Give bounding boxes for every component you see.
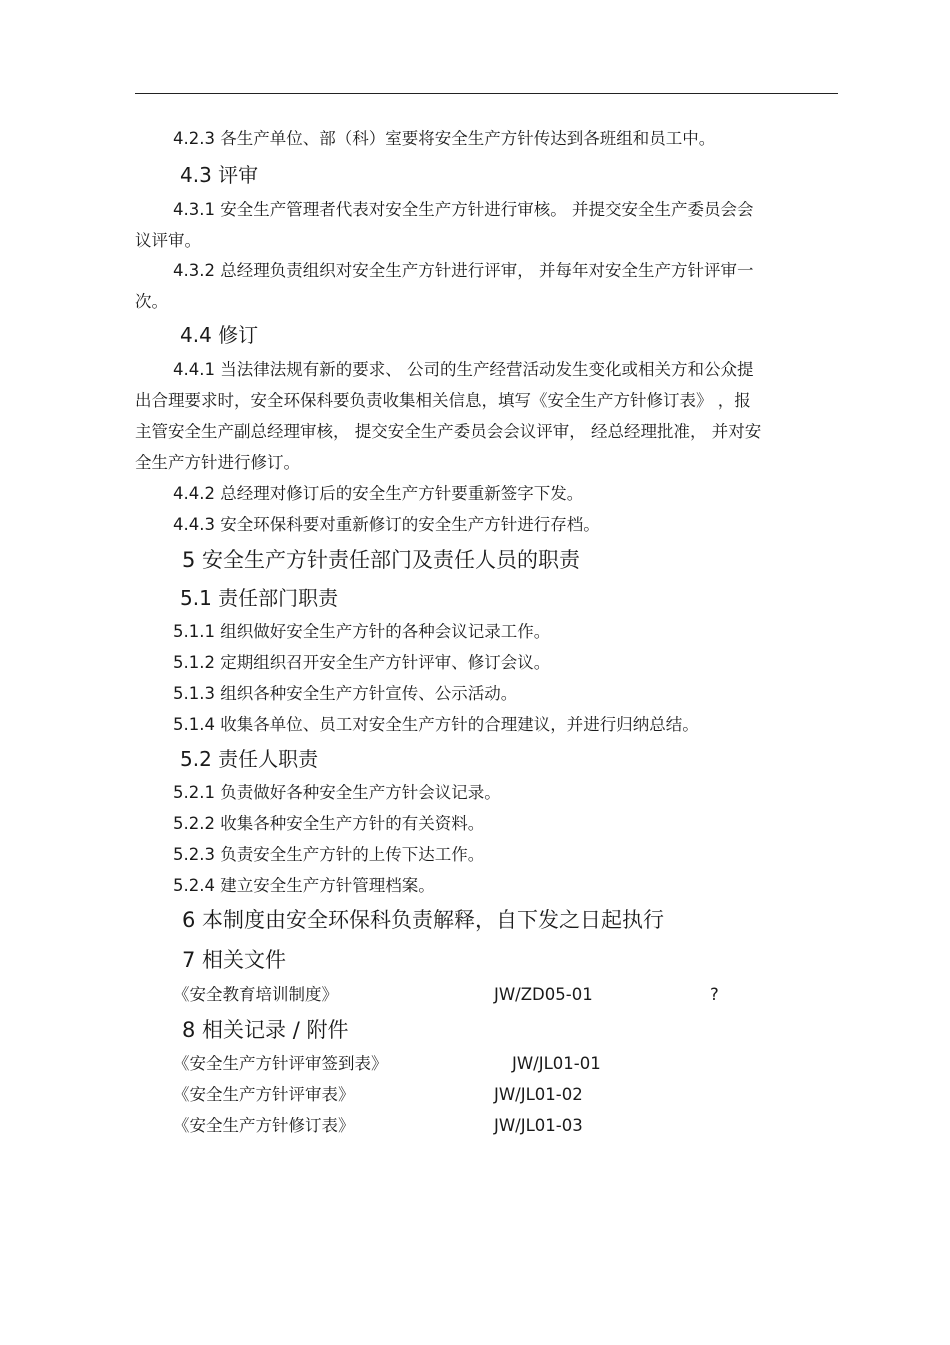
heading-8: 8 相关记录 / 附件: [182, 1018, 349, 1042]
clause-4-4-1-line1: 4.4.1 当法律法规有新的要求、 公司的生产经营活动发生变化或相关方和公众提: [173, 360, 754, 379]
clause-4-3-2-line1: 4.3.2 总经理负责组织对安全生产方针进行评审， 并每年对安全生产方针评审一: [173, 261, 754, 280]
heading-4-3: 4.3 评审: [180, 163, 259, 187]
record-code: JW/JL01-02: [494, 1085, 583, 1104]
clause-5-1-2: 5.1.2 定期组织召开安全生产方针评审、修订会议。: [173, 653, 551, 672]
heading-6: 6 本制度由安全环保科负责解释，自下发之日起执行: [182, 908, 665, 932]
record-code: JW/JL01-03: [494, 1116, 583, 1135]
record-name: 《安全生产方针修订表》: [173, 1116, 355, 1135]
clause-5-2-1: 5.2.1 负责做好各种安全生产方针会议记录。: [173, 783, 501, 802]
heading-7: 7 相关文件: [182, 948, 287, 972]
heading-4-4: 4.4 修订: [180, 323, 259, 347]
clause-4-4-1-line4: 全生产方针进行修订。: [135, 453, 300, 472]
clause-4-3-1-line1: 4.3.1 安全生产管理者代表对安全生产方针进行审核。 并提交安全生产委员会会: [173, 200, 754, 219]
record-name: 《安全生产方针评审签到表》: [173, 1054, 388, 1073]
clause-4-4-1-line2: 出合理要求时，安全环保科要负责收集相关信息，填写《安全生产方针修订表》 ，报: [135, 391, 751, 410]
heading-5-2: 5.2 责任人职责: [180, 747, 319, 771]
heading-5-1: 5.1 责任部门职责: [180, 586, 339, 610]
related-doc-code: JW/ZD05-01: [494, 985, 593, 1004]
header-rule: [135, 93, 838, 94]
clause-5-1-4: 5.1.4 收集各单位、员工对安全生产方针的合理建议，并进行归纳总结。: [173, 715, 699, 734]
related-doc-name: 《安全教育培训制度》: [173, 985, 338, 1004]
record-name: 《安全生产方针评审表》: [173, 1085, 355, 1104]
clause-5-1-3: 5.1.3 组织各种安全生产方针宣传、公示活动。: [173, 684, 518, 703]
clause-5-2-4: 5.2.4 建立安全生产方针管理档案。: [173, 876, 435, 895]
clause-4-4-3: 4.4.3 安全环保科要对重新修订的安全生产方针进行存档。: [173, 515, 600, 534]
clause-5-2-3: 5.2.3 负责安全生产方针的上传下达工作。: [173, 845, 485, 864]
clause-4-4-2: 4.4.2 总经理对修订后的安全生产方针要重新签字下发。: [173, 484, 584, 503]
clause-4-3-1-line2: 议评审。: [135, 231, 201, 250]
clause-4-4-1-line3: 主管安全生产副总经理审核， 提交安全生产委员会会议评审， 经总经理批准， 并对安: [135, 422, 762, 441]
clause-4-3-2-line2: 次。: [135, 292, 168, 311]
clause-4-2-3: 4.2.3 各生产单位、部（科）室要将安全生产方针传达到各班组和员工中。: [173, 129, 716, 148]
record-code: JW/JL01-01: [512, 1054, 601, 1073]
clause-5-1-1: 5.1.1 组织做好安全生产方针的各种会议记录工作。: [173, 622, 551, 641]
related-doc-mark: ?: [710, 985, 719, 1004]
heading-5: 5 安全生产方针责任部门及责任人员的职责: [182, 548, 581, 572]
clause-5-2-2: 5.2.2 收集各种安全生产方针的有关资料。: [173, 814, 485, 833]
